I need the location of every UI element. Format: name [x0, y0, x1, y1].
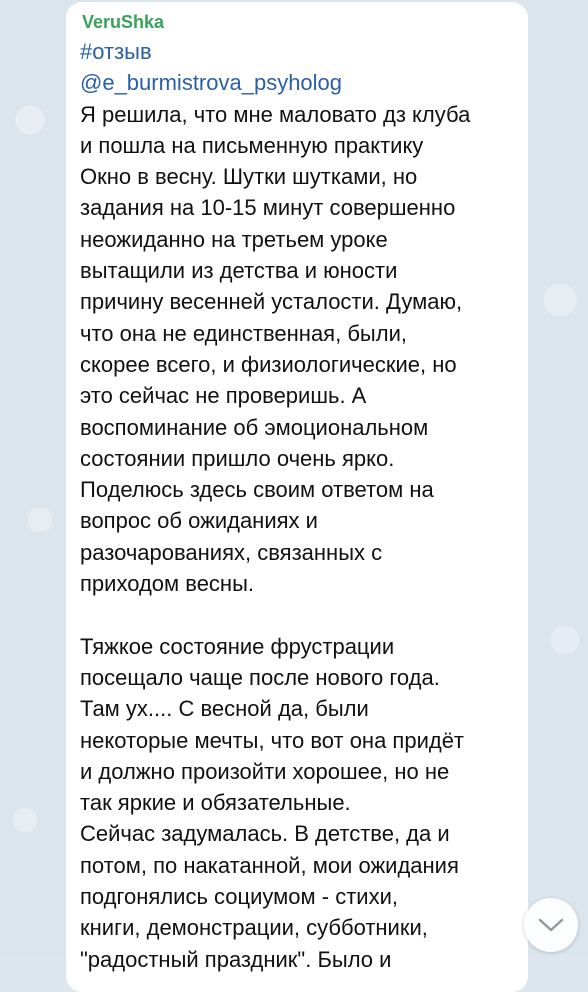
message-line: Окно в весну. Шутки шутками, но	[80, 164, 418, 190]
message-line: Там ух.... С весной да, были	[80, 696, 369, 722]
message-line: вытащили из детства и юности	[80, 258, 398, 284]
message-line: Тяжкое состояние фрустрации	[80, 633, 395, 659]
message-line: Я решила, что мне маловато дз клуба	[80, 101, 471, 127]
message-line: что она не единственная, были,	[80, 320, 407, 346]
message-line: скорее всего, и физиологические, но	[80, 351, 457, 377]
sender-name[interactable]: VeruShka	[82, 12, 165, 32]
message-line: и пошла на письменную практику	[80, 132, 424, 158]
message-line: приходом весны.	[80, 571, 255, 597]
message-line: воспоминание об эмоциональном	[80, 414, 429, 440]
message-line: причину весенней усталости. Думаю,	[80, 289, 463, 315]
message-line: вопрос об ожиданиях и	[80, 508, 318, 534]
message-line: "радостный праздник". Было и	[80, 946, 392, 972]
message-line: книги, демонстрации, субботники,	[80, 915, 428, 941]
message-line: и должно произойти хорошее, но не	[80, 758, 450, 784]
message-blank-line	[80, 599, 514, 630]
message-line: потом, по накатанной, мои ожидания	[80, 852, 459, 878]
mention-link[interactable]: @e_burmistrova_psyholog	[80, 70, 343, 96]
message-bubble[interactable]	[66, 2, 528, 992]
message-line: подгонялись социумом - стихи,	[80, 884, 398, 910]
chevron-down-icon	[538, 917, 564, 933]
message-line: Поделюсь здесь своим ответом на	[80, 477, 434, 503]
message-line: неожиданно на третьем уроке	[80, 226, 388, 252]
message-text	[80, 99, 514, 975]
message-line: это сейчас не проверишь. А	[80, 383, 367, 409]
message-line: задания на 10-15 минут совершенно	[80, 195, 456, 221]
message-line: так яркие и обязательные.	[80, 790, 351, 816]
message-line: разочарованиях, связанных с	[80, 539, 383, 565]
message-line: посещало чаще после нового года.	[80, 664, 440, 690]
message-line: Сейчас задумалась. В детстве, да и	[80, 821, 450, 847]
hashtag-link[interactable]: #отзыв	[80, 39, 152, 64]
message-line: состоянии пришло очень ярко.	[80, 445, 395, 471]
scroll-down-button[interactable]	[524, 898, 578, 952]
message-line: некоторые мечты, что вот она придёт	[80, 727, 465, 753]
